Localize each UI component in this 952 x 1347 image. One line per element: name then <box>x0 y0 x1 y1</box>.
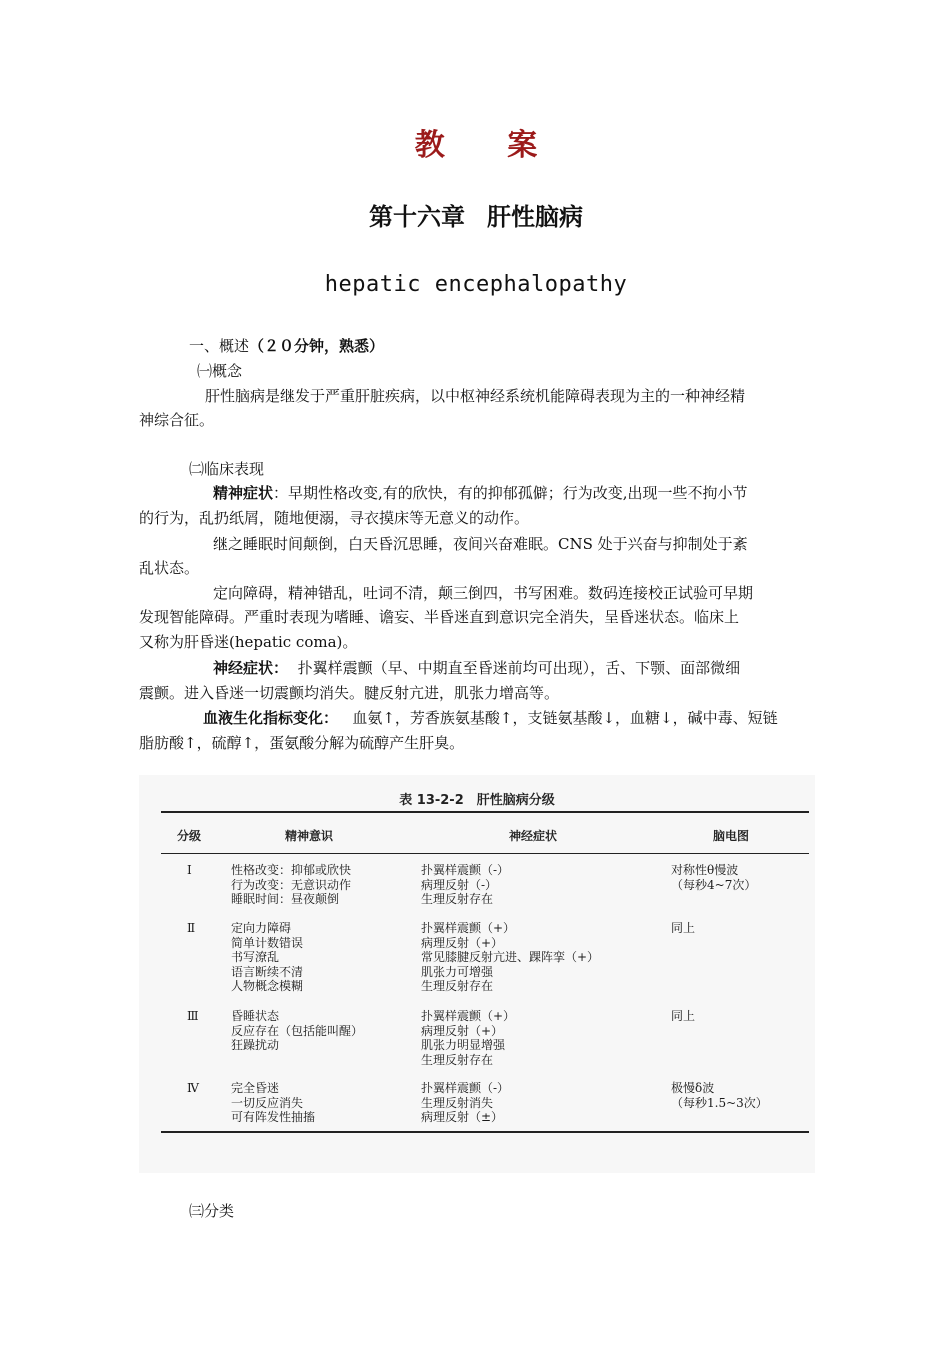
table-cell-line: （每秒1.5~3次） <box>671 1095 768 1110</box>
table-neuro-cell <box>421 1009 515 1067</box>
table-cell-line: 生理反射消失 <box>421 1095 494 1110</box>
table-mental-cell <box>231 1081 315 1125</box>
table-cell-line: 扑翼样震颤（-） <box>421 1081 510 1095</box>
table-cell-line: 对称性θ慢波 <box>671 863 739 877</box>
table-cell-line: 常见膝腱反射亢进、踝阵挛（+） <box>421 950 600 964</box>
table-eeg-cell <box>671 921 695 936</box>
table-cell-line: 语言断续不清 <box>231 964 304 979</box>
neuro-symptoms-line: 震颤。进入昏迷一切震颤均消失。腱反射亢进，肌张力增高等。 <box>139 684 560 702</box>
table-cell-line: 肌张力明显增强 <box>421 1038 506 1052</box>
table-cell-line: （每秒4~7次） <box>671 877 757 892</box>
classification-heading: ㈢分类 <box>189 1202 235 1220</box>
neuro-symptoms-label: 神经症状： <box>213 659 289 677</box>
table-cell-line: 睡眠时间：昼夜颠倒 <box>231 892 340 906</box>
table-cell-line: 昏睡状态 <box>231 1009 280 1023</box>
table-grade-cell: Ⅳ <box>187 1081 199 1095</box>
table-header-rule <box>161 853 809 854</box>
table-header-neuro: 神经症状 <box>509 829 558 843</box>
table-cell-line: 简单计数错误 <box>231 935 304 950</box>
table-cell-line: 书写潦乱 <box>231 950 280 964</box>
doc-title: 教 案 <box>414 128 564 163</box>
table-grade-cell: Ⅰ <box>187 863 192 877</box>
chapter-heading <box>0 197 952 232</box>
mental-symptoms-line: 的行为，乱扔纸屑，随地便溺，寻衣摸床等无意义的动作。 <box>139 509 530 527</box>
mental-symptoms-line <box>213 483 893 503</box>
section-heading <box>189 336 869 356</box>
table-caption: 表 13-2-2 肝性脑病分级 <box>399 793 555 808</box>
table-cell-line: 扑翼样震颤（-） <box>421 863 510 877</box>
table-cell-line: 完全昏迷 <box>231 1081 280 1095</box>
chapter-name: 肝性脑病 <box>487 202 583 231</box>
concept-heading: ㈠概念 <box>197 362 243 380</box>
table-cell-line: 生理反射存在 <box>421 892 494 906</box>
blood-markers-line <box>203 708 883 728</box>
neuro-symptoms-line <box>213 658 893 678</box>
table-cell-line: 病理反射（-） <box>421 877 498 892</box>
orientation-paragraph-line: 又称为肝昏迷(hepatic coma)。 <box>139 633 358 651</box>
table-cell-line: 人物概念模糊 <box>231 979 304 993</box>
table-header-mental: 精神意识 <box>285 829 334 843</box>
table-cell-line: 同上 <box>671 1009 696 1023</box>
orientation-paragraph-line: 定向障碍，精神错乱，吐词不清，颠三倒四，书写困难。数码连接校正试验可早期 <box>213 584 754 602</box>
table-cell-line: 可有阵发性抽搐 <box>231 1110 316 1124</box>
table-cell-line: 扑翼样震颤（+） <box>421 1009 516 1023</box>
table-grade-cell: Ⅲ <box>187 1009 199 1023</box>
table-top-rule <box>161 811 809 813</box>
table-neuro-cell <box>421 863 509 907</box>
table-header-eeg: 脑电图 <box>713 829 750 843</box>
table-bottom-rule <box>161 1131 809 1133</box>
table-cell-line: 生理反射存在 <box>421 979 494 993</box>
sleep-paragraph-line: 继之睡眠时间颠倒，白天昏沉思睡，夜间兴奋难眠。CNS 处于兴奋与抑制处于紊 <box>213 535 748 553</box>
table-cell-line: 一切反应消失 <box>231 1095 304 1110</box>
concept-paragraph-line: 肝性脑病是继发于严重肝脏疾病，以中枢神经系统机能障碍表现为主的一种神经精 <box>205 387 746 405</box>
table-cell-line: 同上 <box>671 921 696 935</box>
section-heading-text: 一、概述 <box>189 337 250 355</box>
table-mental-cell <box>231 921 303 994</box>
table-eeg-cell <box>671 1081 768 1110</box>
table-neuro-cell <box>421 1081 509 1125</box>
sleep-paragraph-line: 乱状态。 <box>139 559 200 577</box>
blood-markers-line: 脂肪酸↑，硫醇↑，蛋氨酸分解为硫醇产生肝臭。 <box>139 734 465 752</box>
table-mental-cell <box>231 1009 363 1053</box>
table-cell-line: 病理反射（±） <box>421 1110 504 1124</box>
table-cell-line: 性格改变：抑郁或欣快 <box>231 863 352 877</box>
section-time-note: （２０分钟，熟悉） <box>249 337 385 355</box>
english-title: hepatic encephalopathy <box>324 272 628 297</box>
table-eeg-cell <box>671 1009 695 1024</box>
table-cell-line: 极慢δ波 <box>671 1081 715 1095</box>
table-header-grade: 分级 <box>177 829 202 843</box>
table-grade-cell: Ⅱ <box>187 921 196 935</box>
table-neuro-cell <box>421 921 599 994</box>
mental-symptoms-label: 精神症状 <box>213 484 274 502</box>
grading-table-image <box>139 775 815 1173</box>
orientation-paragraph-line: 发现智能障碍。严重时表现为嗜睡、谵妄、半昏迷直到意识完全消失，呈昏迷状态。临床上 <box>139 608 740 626</box>
table-cell-line: 生理反射存在 <box>421 1052 494 1067</box>
chapter-number: 第十六章 <box>369 202 465 231</box>
clinical-heading: ㈡临床表现 <box>189 460 265 478</box>
table-mental-cell <box>231 863 351 907</box>
mental-symptoms-text: ：早期性格改变,有的欣快，有的抑郁孤僻；行为改变,出现一些不拘小节 <box>273 484 748 502</box>
table-cell-line: 狂躁扰动 <box>231 1038 280 1052</box>
neuro-symptoms-text: 扑翼样震颤（早、中期直至昏迷前均可出现），舌、下颚、面部微细 <box>297 659 741 677</box>
table-cell-line: 定向力障碍 <box>231 921 292 935</box>
blood-markers-text: 血氨↑，芳香族氨基酸↑，支链氨基酸↓，血糖↓，碱中毒、短链 <box>352 709 778 727</box>
table-cell-line: 扑翼样震颤（+） <box>421 921 516 935</box>
table-cell-line: 病理反射（+） <box>421 1023 504 1038</box>
table-cell-line: 病理反射（+） <box>421 935 504 950</box>
blood-markers-label: 血液生化指标变化： <box>203 709 339 727</box>
concept-paragraph-line: 神综合征。 <box>139 411 215 429</box>
table-cell-line: 肌张力可增强 <box>421 964 494 979</box>
table-eeg-cell <box>671 863 756 892</box>
table-cell-line: 行为改变：无意识动作 <box>231 877 352 892</box>
table-cell-line: 反应存在（包括能叫醒） <box>231 1023 364 1038</box>
